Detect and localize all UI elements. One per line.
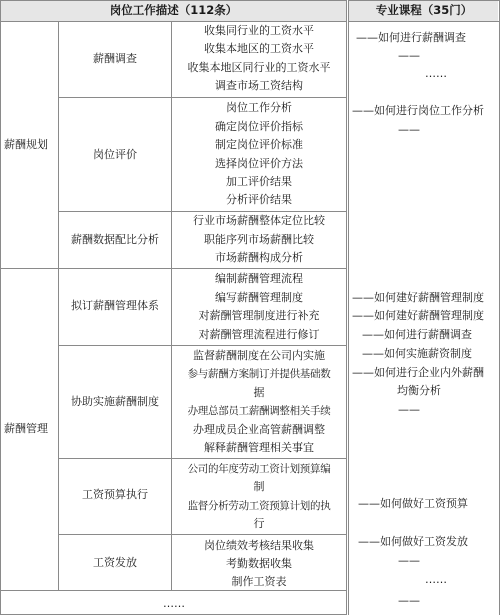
task-item: 加工评价结果 bbox=[226, 175, 292, 188]
header-job-description: 岗位工作描述（112条） bbox=[109, 3, 238, 17]
course-item: ——如何进行薪酬调查 bbox=[356, 31, 466, 44]
task-item: 制 bbox=[253, 480, 265, 493]
task-item: 制定岗位评价标准 bbox=[215, 138, 303, 151]
course-item: —— bbox=[398, 123, 420, 136]
group-label-planning: 薪酬规划 bbox=[4, 138, 48, 151]
task-item: 岗位工作分析 bbox=[226, 101, 292, 114]
line bbox=[348, 0, 349, 615]
course-item: ——如何实施薪资制度 bbox=[362, 347, 472, 360]
task-item: 调查市场工资结构 bbox=[215, 79, 303, 92]
course-item: …… bbox=[425, 573, 447, 586]
course-item: ——如何做好工资发放 bbox=[358, 535, 468, 548]
line bbox=[58, 534, 347, 535]
task-item: 办理总部员工薪酬调整相关手续 bbox=[187, 405, 331, 417]
line bbox=[0, 21, 347, 22]
line bbox=[346, 0, 347, 615]
task-item: 选择岗位评价方法 bbox=[215, 157, 303, 170]
line bbox=[348, 21, 500, 22]
task-item: 考勤数据收集 bbox=[226, 557, 292, 570]
course-item: 均衡分析 bbox=[397, 384, 441, 397]
line bbox=[499, 0, 500, 615]
row-label: 薪酬数据配比分析 bbox=[71, 233, 159, 246]
line bbox=[58, 345, 347, 346]
line bbox=[348, 0, 500, 1]
task-item: 编写薪酬管理制度 bbox=[215, 291, 303, 304]
task-item: 确定岗位评价指标 bbox=[215, 120, 303, 133]
row-label: 工资预算执行 bbox=[82, 488, 148, 501]
task-item: 收集本地区的工资水平 bbox=[204, 42, 314, 55]
footer-ellipsis: …… bbox=[163, 597, 185, 610]
group-label-management: 薪酬管理 bbox=[4, 422, 48, 435]
task-item: 解释薪酬管理相关事宜 bbox=[204, 441, 314, 454]
task-item: 制作工资表 bbox=[231, 575, 287, 588]
course-item: —— bbox=[398, 594, 420, 607]
row-label: 协助实施薪酬制度 bbox=[71, 395, 159, 408]
course-item: ——如何进行岗位工作分析 bbox=[352, 104, 484, 117]
course-item: ——如何建好薪酬管理制度 bbox=[352, 291, 484, 304]
course-item: —— bbox=[398, 403, 420, 416]
task-item: 收集同行业的工资水平 bbox=[204, 24, 314, 37]
course-item: —— bbox=[398, 554, 420, 567]
task-item: 收集本地区同行业的工资水平 bbox=[187, 61, 331, 74]
row-label: 岗位评价 bbox=[93, 148, 137, 161]
line bbox=[58, 458, 347, 459]
task-item: 编制薪酬管理流程 bbox=[215, 272, 303, 285]
task-item: 职能序列市场薪酬比较 bbox=[204, 233, 314, 246]
course-item: ——如何做好工资预算 bbox=[358, 497, 468, 510]
task-item: 办理成员企业高管薪酬调整 bbox=[193, 423, 325, 436]
task-item: 监督分析劳动工资预算计划的执 bbox=[187, 500, 331, 512]
header-courses: 专业课程（35门） bbox=[375, 3, 473, 17]
line bbox=[0, 0, 347, 1]
line bbox=[0, 0, 1, 615]
line bbox=[0, 268, 347, 269]
task-item: 分析评价结果 bbox=[226, 193, 292, 206]
course-item: —— bbox=[398, 49, 420, 62]
line bbox=[0, 590, 347, 591]
task-item: 对薪酬管理流程进行修订 bbox=[198, 328, 320, 341]
task-item: 据 bbox=[253, 386, 265, 399]
line bbox=[58, 97, 347, 98]
line bbox=[58, 211, 347, 212]
row-label: 工资发放 bbox=[93, 556, 137, 569]
task-item: 市场薪酬构成分析 bbox=[215, 251, 303, 264]
task-item: 公司的年度劳动工资计划预算编 bbox=[187, 463, 331, 475]
course-item: ——如何建好薪酬管理制度 bbox=[352, 309, 484, 322]
course-item: ——如何进行薪酬调查 bbox=[362, 328, 472, 341]
row-label: 拟订薪酬管理体系 bbox=[71, 299, 159, 312]
task-item: 岗位绩效考核结果收集 bbox=[204, 539, 314, 552]
task-item: 参与薪酬方案制订并提供基础数 bbox=[187, 368, 331, 380]
task-item: 对薪酬管理制度进行补充 bbox=[198, 309, 320, 322]
task-item: 行业市场薪酬整体定位比较 bbox=[193, 214, 325, 227]
task-item: 监督薪酬制度在公司内实施 bbox=[193, 349, 325, 362]
row-label: 薪酬调查 bbox=[93, 52, 137, 65]
task-item: 行 bbox=[253, 517, 265, 530]
course-item: ——如何进行企业内外薪酬 bbox=[352, 366, 484, 379]
course-item: …… bbox=[425, 67, 447, 80]
